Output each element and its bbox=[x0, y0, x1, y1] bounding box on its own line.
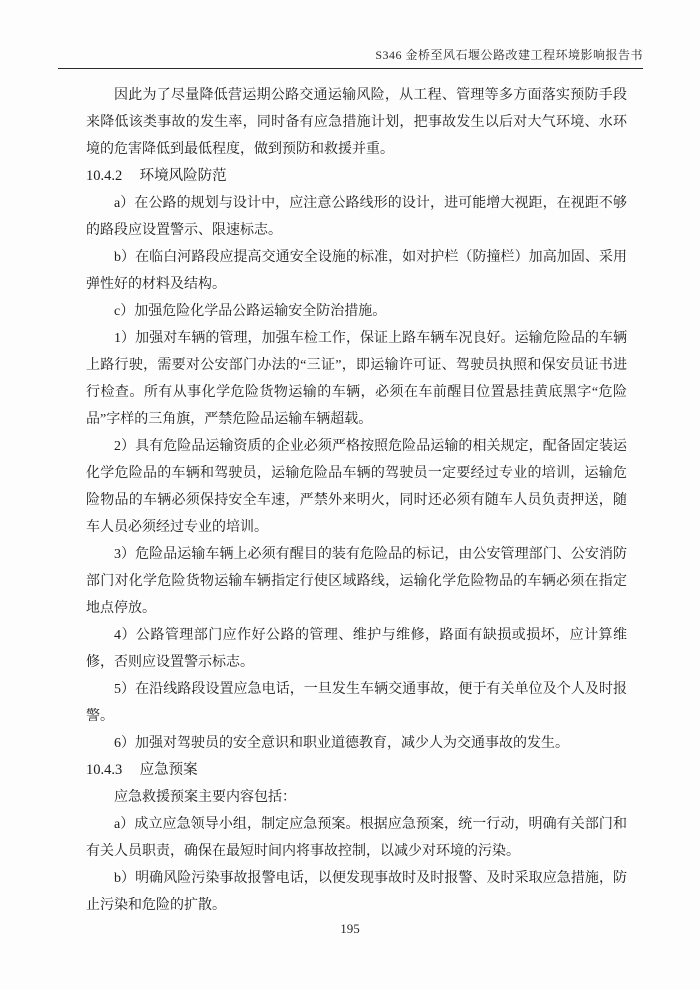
paragraph: c）加强危险化学品公路运输安全防治措施。 bbox=[114, 304, 387, 319]
document-body bbox=[86, 82, 627, 919]
paragraph: 2）具有危险品运输资质的企业必须严格按照危险品运输的相关规定，配备固定装运化学危险品的车辆和驾驶员，运输危险品车辆的驾驶员一定要经过专业的培训，运输危险物品的车辆必须保持安全车速，严禁外来明火，同时还必须有随车人员负责押送，随车人员必须经过专业的培训。 bbox=[86, 439, 627, 535]
paragraph: a）成立应急领导小组，制定应急预案。根据应急预案，统一行动，明确有关部门和有关人员职责，确保在最短时间内将事故控制，以减少对环境的污染。 bbox=[86, 817, 627, 859]
page-number: 195 bbox=[340, 921, 360, 936]
section-number: 10.4.2 bbox=[86, 168, 123, 184]
paragraph: 4）公路管理部门应作好公路的管理、维护与维修，路面有缺损或损坏，应计算维修，否则应设置警示标志。 bbox=[86, 628, 627, 670]
page-footer bbox=[0, 921, 700, 937]
paragraph: b）在临白河路段应提高交通安全设施的标准，如对护栏（防撞栏）加高加固、采用弹性好的材料及结构。 bbox=[86, 250, 627, 292]
paragraph: 5）在沿线路段设置应急电话，一旦发生车辆交通事故，便于有关单位及个人及时报警。 bbox=[86, 682, 627, 724]
paragraph: 因此为了尽量降低营运期公路交通运输风险，从工程、管理等多方面落实预防手段来降低该类事故的发生率，同时备有应急措施计划，把事故发生以后对大气环境、水环境的危害降低到最低程度，做到预防和救援并重。 bbox=[86, 88, 627, 157]
section-title: 环境风险防范 bbox=[139, 168, 227, 184]
paragraph: b）明确风险污染事故报警电话，以便发现事故时及时报警、及时采取应急措施，防止污染和危险的扩散。 bbox=[86, 871, 627, 913]
paragraph: a）在公路的规划与设计中，应注意公路线形的设计，进可能增大视距，在视距不够的路段应设置警示、限速标志。 bbox=[86, 196, 627, 238]
running-header-title: S346 金桥至风石堰公路改建工程环境影响报告书 bbox=[375, 48, 643, 62]
paragraph: 应急救援预案主要内容包括： bbox=[114, 790, 296, 805]
section-heading bbox=[86, 163, 627, 190]
section-number: 10.4.3 bbox=[86, 762, 123, 778]
paragraph: 6）加强对驾驶员的安全意识和职业道德教育，减少人为交通事故的发生。 bbox=[114, 736, 569, 751]
section-title: 应急预案 bbox=[139, 762, 198, 778]
section-heading bbox=[86, 757, 627, 784]
running-header bbox=[58, 46, 643, 69]
paragraph: 3）危险品运输车辆上必须有醒目的装有危险品的标记，由公安管理部门、公安消防部门对化学危险货物运输车辆指定行使区域路线，运输化学危险物品的车辆必须在指定地点停放。 bbox=[86, 547, 627, 616]
paragraph: 1）加强对车辆的管理，加强车检工作，保证上路车辆车况良好。运输危险品的车辆上路行驶，需要对公安部门办法的“三证”，即运输许可证、驾驶员执照和保安员证书进行检查。所有从事化学危险货物运输的车辆，必须在车前醒目位置悬挂黄底黑字“危险品”字样的三角旗，严禁危险品运输车辆超载。 bbox=[86, 331, 627, 427]
